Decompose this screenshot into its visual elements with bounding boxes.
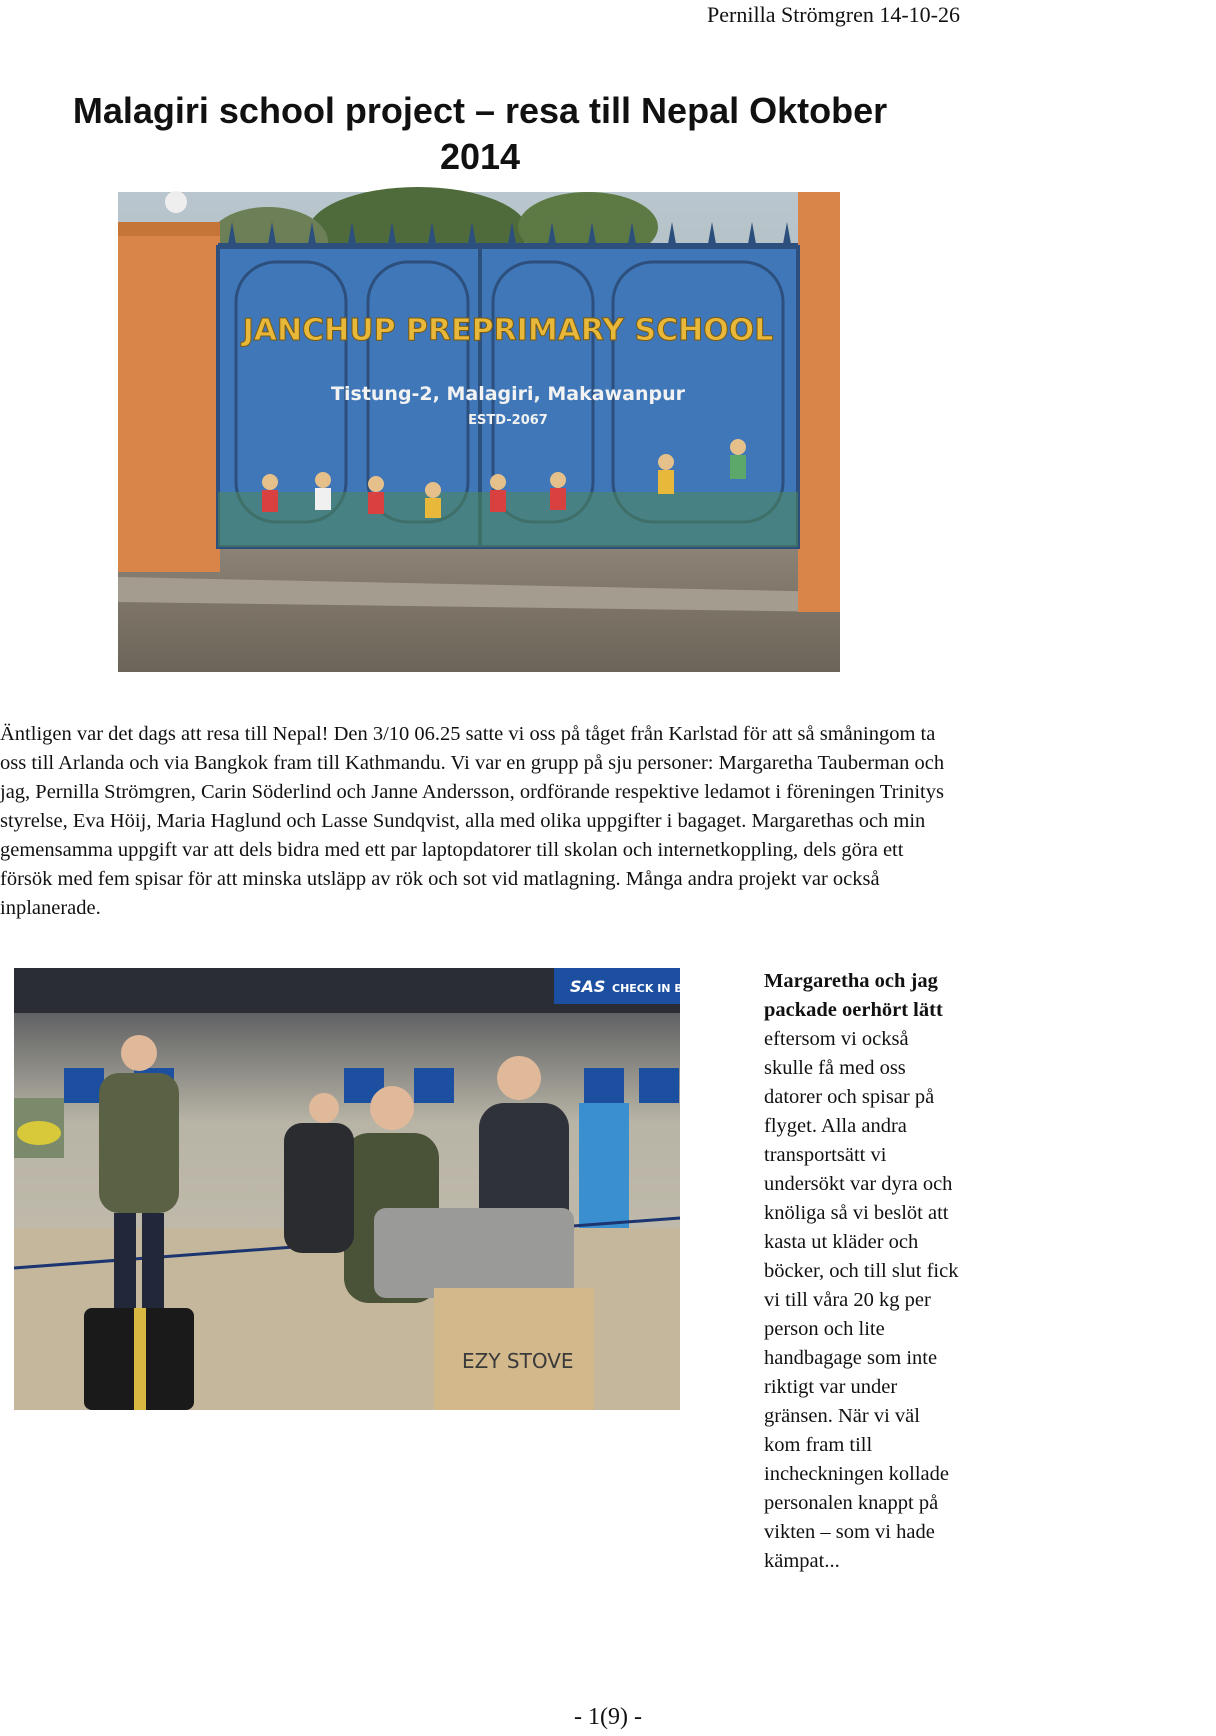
page-number: - 1(9) -	[574, 1704, 642, 1730]
intro-paragraph: Äntligen var det dags att resa till Nepal! Den 3/10 06.25 satte vi oss på tåget från Karlstad för att så småningom ta oss till Arlanda och via Bangkok fram till Kathmandu. Vi var en grupp på sju personer: Margaretha Tauberman och jag, Pernilla Strömgren, Carin Söderlind och Janne Andersson, ordförande respektive ledamot i föreningen Trinitys styrelse, Eva Höij, Maria Haglund och Lasse Sundqvist, alla med olika uppgifter i bagaget. Margarethas och min gemensamma uppgift var att dels bidra med ett par laptopdatorer till skolan och internetkoppling, dels göra ett försök med fem spisar för att minska utsläpp av rök och sot vid matlagning. Många andra projekt var också inplanerade.	[0, 723, 945, 919]
stove-box-label: EZY STOVE	[462, 1349, 574, 1373]
packing-sidebar-text	[764, 967, 960, 1576]
airport-checkin-sign: CHECK IN BAG TAG	[612, 982, 729, 995]
document-title: Malagiri school project – resa till Nepal Oktober 2014	[72, 90, 888, 177]
gate-sign-title: JANCHUP PREPRIMARY SCHOOL	[242, 313, 774, 348]
airport-sas-sign: SAS	[570, 977, 606, 996]
packing-sidebar-body: eftersom vi också skulle få med oss datorer och spisar på flyget. Alla andra transportsätt vi undersökt var dyra och knöliga så vi beslöt att kasta ut kläder och böcker, och till slut fick vi till våra 20 kg per person och lite handbagage som inte riktigt var under gränsen. När vi väl kom fram till incheckningen kollade personalen knappt på vikten – som vi hade kämpat...	[764, 1028, 959, 1572]
packing-sidebar-lead: Margaretha och jag packade oerhört lätt	[764, 970, 943, 1021]
gate-sign-address: Tistung-2, Malagiri, Makawanpur	[331, 383, 685, 405]
document-header-meta: Pernilla Strömgren 14-10-26	[707, 2, 960, 27]
school-gate-photo	[118, 192, 840, 672]
gate-sign-established: ESTD-2067	[468, 413, 548, 428]
airport-checkin-photo	[14, 968, 729, 1410]
